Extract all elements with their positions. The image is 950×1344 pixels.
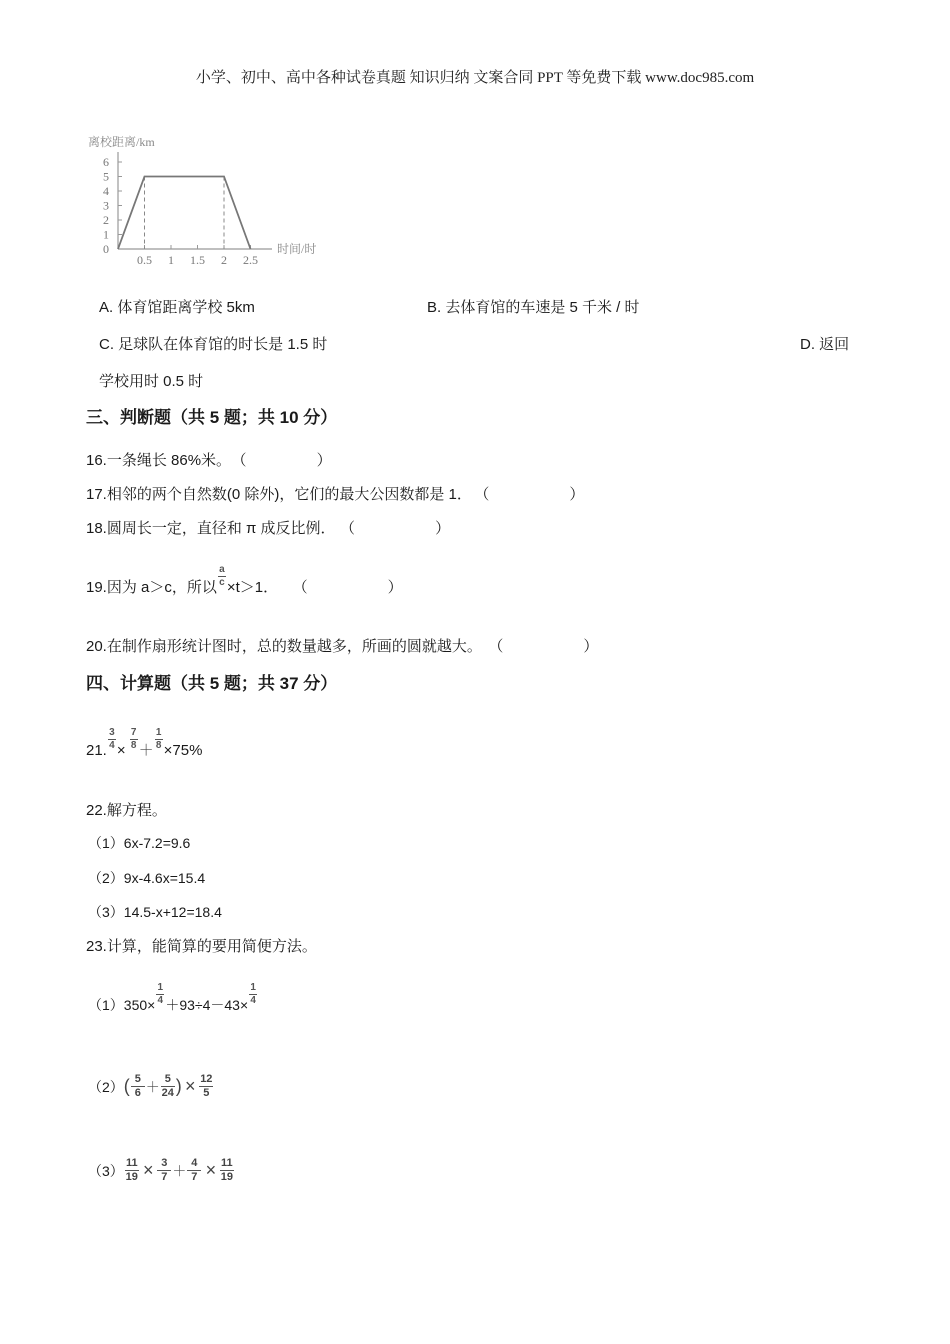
answer-open: （ (300, 579, 308, 596)
operator: ＋ (138, 742, 154, 759)
denominator: 8 (130, 739, 137, 751)
numerator: 11 (221, 1157, 233, 1169)
denominator: 7 (191, 1171, 198, 1183)
question-23-part-1 (88, 982, 258, 1018)
numerator: 4 (191, 1157, 198, 1169)
numerator: 3 (109, 726, 115, 738)
question-18 (86, 517, 450, 538)
question-19-cont: ×t＞1． (226, 579, 279, 596)
x-tick-label: 0.5 (137, 253, 152, 267)
distance-time-chart (84, 128, 344, 268)
expression: ＋93÷4－43× (165, 997, 249, 1014)
denominator: 4 (157, 995, 164, 1006)
question-17-text: 17.相邻的两个自然数(0 除外)，它们的最大公因数都是 1． (86, 486, 472, 503)
denominator: 5 (203, 1087, 210, 1099)
numerator: 1 (157, 982, 164, 993)
option-b[interactable]: B. 去体育馆的车速是 5 千米 / 时 (427, 299, 640, 316)
x-axis-label: 时间/时 (277, 242, 317, 256)
dashed-guides (145, 177, 225, 250)
answer-open: （ (495, 638, 504, 655)
denominator: 19 (220, 1171, 233, 1183)
numerator: a (219, 563, 225, 575)
fraction (187, 1158, 201, 1183)
question-19-text: 19.因为 a＞c，所以 (86, 579, 217, 596)
answer-open: （ (347, 520, 356, 537)
fraction (220, 1158, 234, 1183)
question-19 (86, 563, 403, 600)
answer-close: ） (569, 486, 585, 503)
denominator: c (219, 576, 225, 588)
denominator: 4 (109, 739, 115, 751)
fraction (155, 728, 163, 751)
y-tick-label: 3 (103, 198, 109, 213)
fraction (199, 1074, 213, 1099)
operator: ×75% (163, 742, 203, 759)
question-22-part-2: （2）9x-4.6x=15.4 (88, 870, 206, 886)
answer-close: ） (316, 452, 332, 469)
numerator: 12 (200, 1073, 213, 1085)
operator: × (116, 742, 126, 759)
denominator: 4 (250, 995, 256, 1006)
paren-open: ( (123, 1076, 130, 1097)
numerator: 7 (130, 726, 137, 738)
page-header: 小学、初中、高中各种试卷真题 知识归纳 文案合同 PPT 等免费下载 www.doc985.com (195, 70, 755, 86)
option-d-continued: 学校用时 0.5 时 (99, 373, 204, 390)
fraction (108, 728, 116, 751)
numerator: 5 (164, 1073, 171, 1085)
fraction-a-over-c (218, 565, 226, 588)
question-16 (86, 449, 332, 470)
question-16-text: 16.一条绳长 86%米。 (86, 452, 232, 469)
numerator: 5 (134, 1073, 141, 1085)
x-tick-label: 2 (221, 253, 227, 267)
part-label: （2） (88, 1079, 124, 1096)
question-22-part-1: （1）6x-7.2=9.6 (88, 835, 191, 851)
denominator: 7 (161, 1171, 168, 1183)
question-18-text: 18.圆周长一定，直径和 π 成反比例． (86, 520, 336, 537)
option-d[interactable]: D. 返回 (800, 336, 850, 353)
y-axis-label: 离校距离/km (88, 135, 155, 149)
operator: ＋ (145, 1079, 160, 1096)
question-17 (86, 483, 584, 504)
fraction (131, 1074, 145, 1099)
fraction (156, 983, 164, 1006)
question-23-part-2 (88, 1073, 214, 1101)
operator: × (205, 1160, 216, 1181)
fraction (125, 1158, 139, 1183)
x-tick-label: 1 (168, 253, 174, 267)
section-3-title: 三、判断题（共 5 题；共 10 分） (86, 408, 338, 427)
section-4-title: 四、计算题（共 5 题；共 37 分） (86, 674, 338, 693)
question-21 (86, 726, 203, 763)
distance-series-line (118, 177, 251, 250)
operator: × (184, 1076, 196, 1097)
denominator: 8 (155, 739, 162, 751)
question-22-title: 22.解方程。 (86, 802, 167, 819)
numerator: 1 (250, 982, 256, 993)
operator: ＋ (172, 1163, 187, 1180)
answer-close: ） (387, 579, 403, 596)
question-22-part-3: （3）14.5-x+12=18.4 (88, 904, 222, 920)
answer-open: （ (239, 452, 247, 469)
x-tick-label: 1.5 (190, 253, 205, 267)
option-c[interactable]: C. 足球队在体育馆的时长是 1.5 时 (99, 336, 328, 353)
operator: × (142, 1160, 154, 1181)
question-20-text: 20.在制作扇形统计图时，总的数量越多，所画的圆就越大。 (86, 638, 482, 655)
numerator: 11 (125, 1157, 138, 1169)
answer-open: （ (481, 486, 490, 503)
option-a[interactable]: A. 体育馆距离学校 5km (99, 299, 255, 316)
fraction (130, 728, 138, 751)
part-label: （1）350× (88, 997, 156, 1014)
denominator: 19 (125, 1171, 138, 1183)
y-tick-label: 0 (103, 242, 109, 256)
y-tick-label: 1 (103, 227, 109, 242)
numerator: 1 (155, 726, 162, 738)
x-tick-label: 2.5 (243, 253, 258, 267)
denominator: 24 (161, 1087, 174, 1099)
fraction (161, 1074, 175, 1099)
y-ticks (103, 155, 122, 256)
part-label: （3） (88, 1163, 124, 1180)
x-ticks (137, 245, 258, 267)
paren-close: ) (175, 1076, 182, 1097)
answer-close: ） (435, 520, 451, 537)
y-tick-label: 2 (103, 213, 109, 227)
y-tick-label: 4 (103, 184, 109, 198)
numerator: 3 (161, 1157, 168, 1169)
question-number: 21. (86, 742, 107, 759)
question-20 (86, 635, 598, 656)
answer-close: ） (583, 638, 599, 655)
question-23-part-3 (88, 1157, 235, 1185)
question-23-title: 23.计算，能简算的要用简便方法。 (86, 938, 317, 955)
fraction (157, 1158, 171, 1183)
fraction (249, 983, 257, 1006)
denominator: 6 (134, 1087, 141, 1099)
y-tick-label: 6 (103, 155, 109, 169)
y-tick-label: 5 (103, 169, 109, 184)
